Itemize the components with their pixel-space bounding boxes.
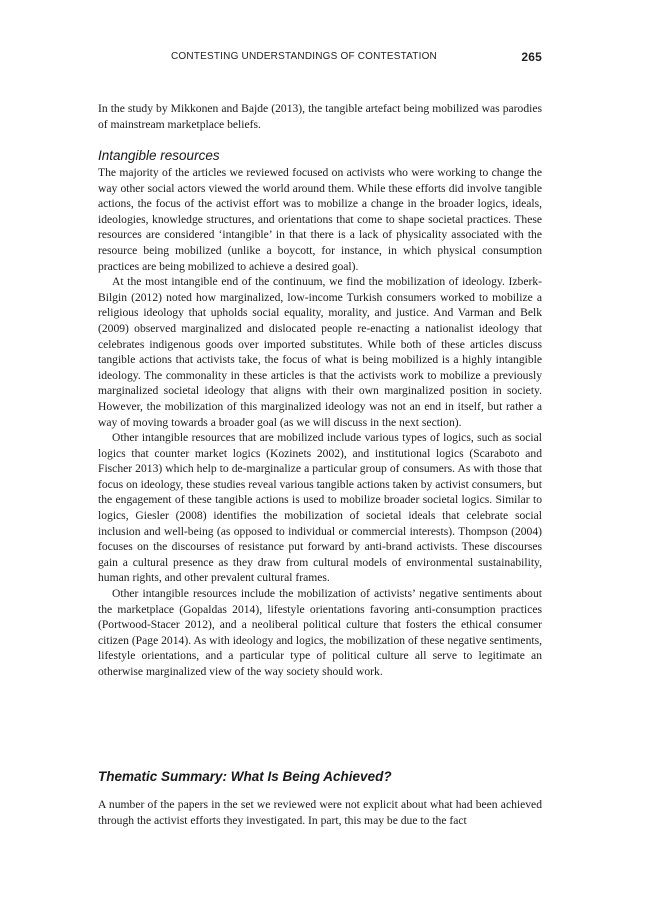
paragraph: A number of the papers in the set we reviewed were not explicit about what had been achieved through the activist efforts they investigated. In part, this may be due to the fact bbox=[98, 798, 542, 827]
section-heading: Thematic Summary: What Is Being Achieved? bbox=[98, 769, 392, 784]
running-head bbox=[98, 51, 542, 67]
intangible-resources-body bbox=[98, 165, 542, 680]
paragraph: In the study by Mikkonen and Bajde (2013), the tangible artefact being mobilized was parodies of mainstream marketplace beliefs. bbox=[98, 102, 542, 131]
paragraph: Other intangible resources include the mobilization of activists’ negative sentiments about the marketplace (Gopaldas 2014), lifestyle orientations favoring anti-consumption practices (Portwood-Stacer 2012), and a neoliberal political culture that fosters the ethical consumer citizen (Page 2014). As with ideology and logics, the mobilization of these negative sentiments, lifestyle orientations, and a particular type of political culture all serve to legitimate an otherwise marginalized view of the way society should work. bbox=[98, 587, 542, 678]
intro-paragraph bbox=[98, 101, 542, 132]
closing-paragraph bbox=[98, 797, 542, 828]
running-head-title: CONTESTING UNDERSTANDINGS OF CONTESTATION bbox=[171, 51, 437, 62]
paragraph: At the most intangible end of the continuum, we find the mobilization of ideology. Izberk-Bilgin (2012) noted how marginalized, low-income Turkish consumers worked to mobilize a religious ideology that upholds social equality, morality, and justice. And Varman and Belk (2009) observed marginalized and dislocated people re-enacting a nationalist ideology that celebrates indigenous goods over imported substitutes. While both of these articles discuss tangible actions that activists take, the focus of what is being mobilized is a highly intangible ideology. The commonality in these articles is that the activists work to mobilize a previously marginalized societal ideology that aligns with their own marginalized position in society. However, the mobilization of this marginalized ideology was not an end in itself, but rather a way of moving towards a broader goal (as we will discuss in the next section). bbox=[98, 275, 542, 429]
paragraph: Other intangible resources that are mobilized include various types of logics, such as social logics that counter market logics (Kozinets 2002), and institutional logics (Scaraboto and Fischer 2013) which help to de-marginalize a particular group of consumers. As with those that focus on ideology, these studies reveal various tangible actions taken by activist consumers, but the engagement of these tangible actions is used to mobilize broader societal logics. Similar to logics, Giesler (2008) identifies the mobilization of societal ideals that celebrate social inclusion and well-being (as opposed to individual or commercial interests). Thompson (2004) focuses on the discourses of resistance put forward by anti-brand activists. These discourses gain a cultural presence as they draw from cultural models of environmental sustainability, human rights, and other prevalent cultural frames. bbox=[98, 431, 542, 585]
intangible-resources-heading: Intangible resources bbox=[98, 148, 220, 163]
paragraph: The majority of the articles we reviewed focused on activists who were working to change the way other social actors viewed the world around them. While these efforts did involve tangible actions, the focus of the activist effort was to mobilize a change in the broader logics, ideals, ideologies, knowledge structures, and orientations that come to shape societal practices. These resources are considered ‘intangible’ in that there is a lack of physicality associated with the resource being mobilized (unlike a boycott, for instance, in which physical consumption practices are being mobilized to achieve a desired goal). bbox=[98, 166, 542, 273]
page-number: 265 bbox=[521, 50, 542, 64]
